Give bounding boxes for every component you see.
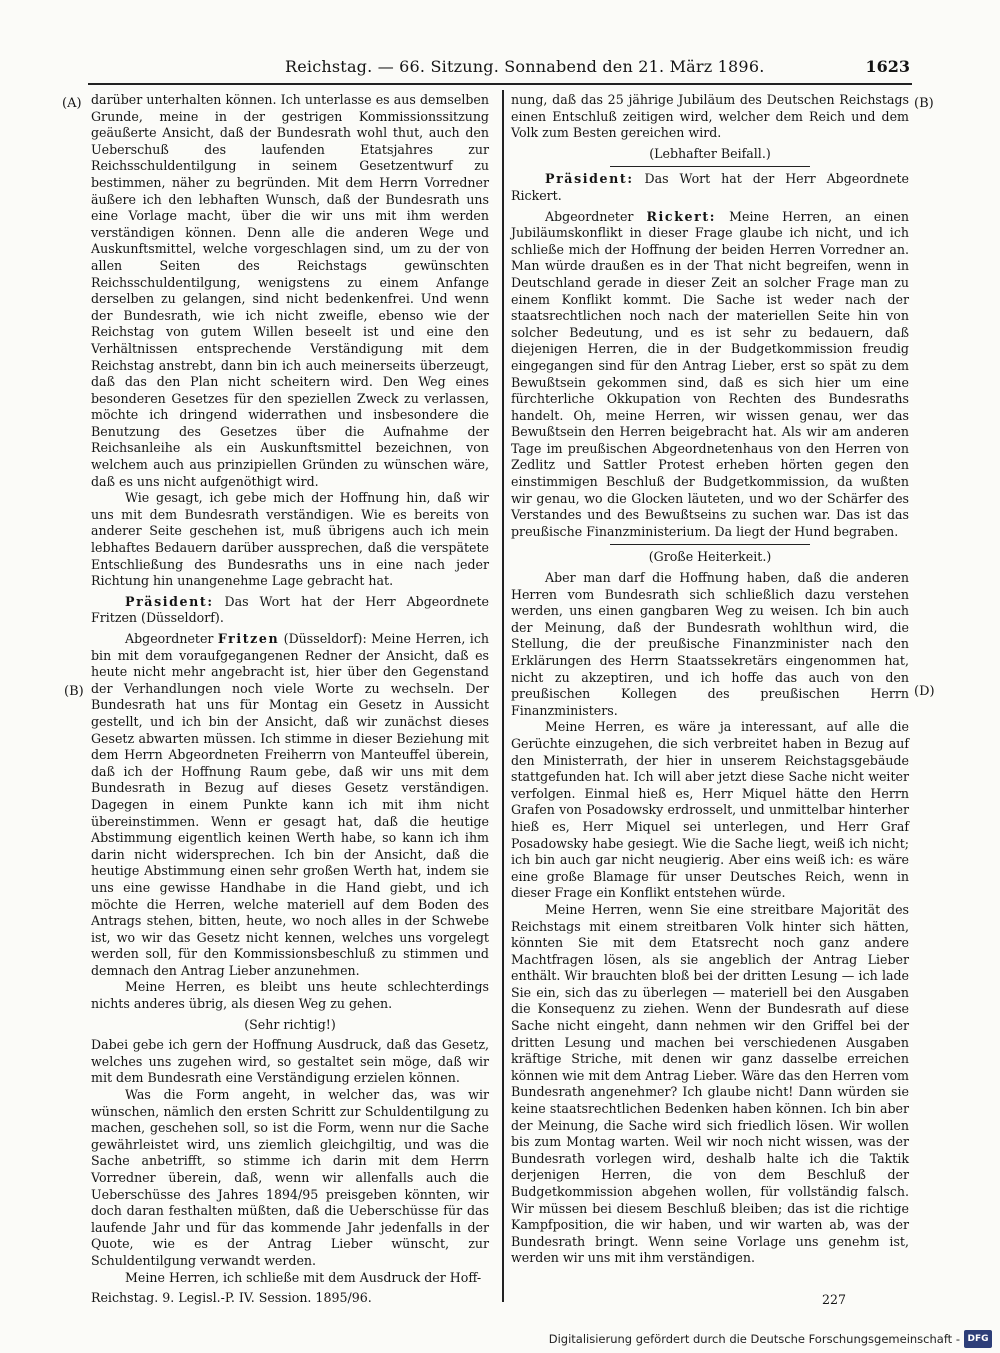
paragraph: Meine Herren, es wäre ja interessant, auf alle die Gerüchte einzugehen, die sich verbreitet haben in Bezug auf den Ministerrath, der hier in unserem Reichstagsgebäude stattgefunden hat. Ich will aber jetzt diese Sache nicht weiter verfolgen. Einmal hieß es, Herr Miquel hätte den Herrn Grafen von Posadowsky erdrosselt, und unmittelbar hinterher hieß es, Herr Miquel sei unterlegen, und Herr Graf Posadowsky habe gesiegt. Wie die Sache liegt, weiß ich nicht; ich bin auch gar nicht neugierig. Aber eins weiß ich: es wäre eine große Blamage für unser Deutsches Reich, wenn in dieser Frage ein Konflikt entstehen würde. [511, 719, 909, 901]
speaker-name: Rickert: [646, 208, 717, 224]
column-divider [502, 90, 504, 1302]
interjection: (Lebhafter Beifall.) [649, 145, 771, 161]
interjection: (Sehr richtig!) [244, 1016, 336, 1032]
speaker-text: Das Wort hat der Herr Abgeordnete Fritzen (Düsseldorf). [91, 593, 489, 626]
speaker-paragraph [91, 594, 489, 627]
paragraph: Was die Form angeht, in welcher das, was wir wünschen, nämlich den ersten Schritt zur Schuldentilgung zu machen, geschehen soll, so ist die Form, wenn nur die Sache gewährleistet wird, uns ziemlich gleichgiltig, und was die Sache anbetrifft, so stimme ich darin mit dem Herrn Vorredner überein, daß, wenn wir allenfalls auch die Ueberschüsse des Jahres 1894/95 preisgeben könnten, wir doch daran festhalten müßten, daß die Ueberschüsse für das laufende Jahr und für das kommende Jahr jedenfalls in der Quote, wie es der Antrag Lieber wünscht, zur Schuldentilgung verwandt werden. [91, 1087, 489, 1268]
paragraph: Aber man darf die Hoffnung haben, daß die anderen Herren vom Bundesrath sich schließlich dazu verstehen werden, uns einen gangbaren Weg zu weisen. Ich bin auch der Meinung, daß der Bundesrath wohlthun wird, die Stellung, die der preußische Finanzminister nach den Erklärungen des Herrn Staatssekretärs eingenommen hat, nicht zu akzeptiren, und ich hoffe das auch von den preußischen Kollegen des preußischen Herrn Finanzministers. [511, 570, 909, 718]
speaker-paragraph [511, 209, 909, 541]
speaker-text: Meine Herren, an einen Jubiläumskonflikt in dieser Frage glaube ich nicht, und ich schließe mich der Hoffnung der beiden Herren Vorredner an. Man würde draußen es in der That nicht begreifen, wenn in Deutschland gerade in dieser Zeit an solcher Frage man zu einem Konflikt kommt. Die Sache ist weder nach der staatsrechtlichen noch nach der materiellen Seite hin von solcher Bedeutung, und es ist sehr zu bedauern, daß diejenigen Herren, die in der Budgetkommission freudig eingegangen sind für den Antrag Lieber, erst so spät zu dem Bewußtsein gekommen sind, daß es sich hier um eine fürchterliche Okkupation von Rechten des Bundesraths handelt. Oh, meine Herren, wir wissen genau, wer das Bewußtsein den Herren beigebracht hat. Als wir am anderen Tage im preußischen Abgeordnetenhaus von den Herren von Zedlitz und Sattler Protest erheben hörten gegen den einstimmigen Beschluß der Budgetkommission, da wußten wir genau, wo die Glocken läuteten, und wo der Schärfer des Verstandes und des Bewußtseins zu suchen war. Das ist das preußische Finanzministerium. Da liegt der Hund begraben. [511, 208, 909, 539]
section-rule [610, 166, 810, 167]
paragraph: Meine Herren, ich schließe mit dem Ausdruck der Hoff- [125, 1269, 482, 1285]
speaker-text: Das Wort hat der Herr Abgeordnete Rickert. [511, 171, 909, 203]
paragraph: darüber unterhalten können. Ich unterlasse es aus demselben Grunde, meine in der gestrigen Kommissionssitzung geäußerte Ansicht, daß der Bundesrath wohl thut, auch den Ueberschuß des laufenden Etatsjahres zur Reichsschuldentilgung in seinem Gesetzentwurf zu bestimmen, näher zu begründen. Mit dem Herrn Vorredner äußere ich den lebhaften Wunsch, daß der Bundesrath uns eine Vorlage macht, über die wir uns mit ihm werden verständigen können. Denn alle die anderen Wege und Auskunftsmittel, welche vorgeschlagen sind, um zu der von allen Seiten des Reichstags gewünschten Reichsschuldentilgung, wenigstens zu einem Anfange derselben zu gelangen, sind nicht bedenkenfrei. Und wenn der Bundesrath, wie ich nicht zweifle, ebenso wie der Reichstag von gutem Willen beseelt ist und eine den Verhältnissen entsprechende Verständigung mit dem Reichstag anstrebt, dann bin ich auch meinerseits überzeugt, daß das den Plan nicht scheitern wird. Den Weg eines besonderen Gesetzes für den speziellen Zweck zu verlassen, möchte ich dringend widerrathen und insbesondere die Benutzung des Gesetzes über die Aufnahme der Reichsanleihe als ein Auskunftsmittel bezeichnen, von welchem auch aus prinzipiellen Gründen zu wünschen wäre, daß es uns nicht aufgenöthigt wird. [91, 92, 489, 489]
paragraph: Dabei gebe ich gern der Hoffnung Ausdruck, daß das Gesetz, welches uns zugehen wird, so gestaltet sein möge, daß wir mit dem Bundesrath eine Verständigung erzielen können. [91, 1037, 489, 1086]
interjection: (Große Heiterkeit.) [648, 549, 772, 565]
speaker-lead: Abgeordneter [125, 631, 218, 646]
page-number: 1623 [865, 57, 910, 76]
speaker-lead: Abgeordneter [545, 208, 647, 224]
footer-source: Reichstag. 9. Legisl.-P. IV. Session. 1895/96. [91, 1290, 372, 1305]
left-column [91, 92, 489, 1286]
margin-mark-d: (D) [914, 684, 935, 699]
footer-signature: 227 [822, 1292, 847, 1307]
right-column [511, 92, 909, 1267]
speaker-name: Präsident: [545, 171, 634, 187]
digitization-credit: Digitalisierung gefördert durch die Deutsche Forschungsgemeinschaft - [548, 1332, 960, 1346]
page-header [90, 56, 910, 80]
speaker-paragraph [91, 631, 489, 979]
speaker-paragraph [511, 171, 909, 204]
speaker-name: Präsident: [125, 593, 214, 609]
paragraph: nung, daß das 25 jährige Jubiläum des Deutschen Reichstags einen Entschluß zeitigen wird, welcher dem Reich und dem Volk zum Besten gereichen wird. [511, 92, 909, 141]
section-rule [610, 544, 810, 545]
paragraph: Wie gesagt, ich gebe mich der Hoffnung hin, daß wir uns mit dem Bundesrath verständigen. Wie es bereits von anderer Seite geschehen ist, muß übrigens auch ich mein lebhaftes Bedauern darüber aussprechen, daß die verspätete Entschließung des Bundesraths uns in eine nach jeder Richtung hin unangenehme Lage gebracht hat. [91, 490, 489, 589]
paragraph: Meine Herren, es bleibt uns heute schlechterdings nichts anderes übrig, als diesen Weg zu gehen. [91, 979, 489, 1012]
margin-mark-b-left: (B) [64, 684, 84, 699]
paragraph: Meine Herren, wenn Sie eine streitbare Majorität des Reichstags mit einem streitbaren Volk hinter sich hätten, könnten Sie mit dem Etatsrecht noch ganz andere Machtfragen lösen, als sie angeblich der Antrag Lieber enthält. Wir brauchten bloß bei der dritten Lesung — ich lade Sie ein, sich das zu überlegen — materiell bei den Ausgaben die Konsequenz zu ziehen. Wenn der Bundesrath auf diese Sache nicht eingeht, dann nehmen wir den Griffel bei der dritten Lesung und machen bei verschiedenen Ausgaben kräftige Striche, mit denen wir ganz dasselbe erreichen können wie mit dem Antrag Lieber. Wäre das den Herren vom Bundesrath angenehmer? Ich glaube nicht! Dann würden sie keine staatsrechtlichen Bedenken haben können. Ich bin aber der Meinung, die Sache wird sich friedlich lösen. Wir wollen bis zum Montag warten. Weil wir noch nicht wissen, was der Bundesrath vorlegen wird, deshalb halte ich die Taktik derjenigen Herren, die von dem Beschluß der Budgetkommission abgehen wollen, für vollständig falsch. Wir müssen bei diesem Beschluß bleiben; das ist die richtige Kampfposition, die wir haben, und wir warten ab, was der Bundesrath bringt. Wenn seine Vorlage uns genehm ist, werden wir uns mit ihm verständigen. [511, 901, 909, 1266]
speaker-text: (Düsseldorf): Meine Herren, ich bin mit dem voraufgegangenen Redner der Ansicht, daß es heute nicht mehr angebracht ist, hier über den Gegenstand der Verhandlungen noch viele Worte zu wechseln. Der Bundesrath hat uns für Montag ein Gesetz in Aussicht gestellt, und ich bin der Ansicht, daß wir zunächst dieses Gesetz abwarten müssen. Ich stimme in dieser Beziehung mit dem Herrn Abgeordneten Freiherrn von Manteuffel überein, daß ich der Hoffnung Raum gebe, daß wir uns mit dem Bundesrath in Bezug auf dieses Gesetz verständigen. Dagegen in einem Punkte kann ich mit ihm nicht übereinstimmen. Wenn er gesagt hat, daß die heutige Abstimmung eigentlich keinen Werth habe, so kann ich ihm darin nicht widersprechen. Ich bin der Ansicht, daß die heutige Abstimmung einen sehr großen Werth hat, indem sie uns eine gewisse Handhabe in die Hand giebt, und ich möchte die Herren, welche materiell auf dem Boden des Antrags stehen, bitten, heute, wo noch alles in der Schwebe ist, wo wir das Gesetz nicht kennen, welches uns vorgelegt werden soll, für den Kommissionsbeschluß zu stimmen und demnach den Antrag Lieber anzunehmen. [91, 631, 489, 978]
running-title: Reichstag. — 66. Sitzung. Sonnabend den 21. März 1896. [285, 57, 765, 76]
margin-mark-a: (A) [62, 96, 82, 111]
digitization-credit-bar [0, 1327, 1000, 1353]
speaker-name: Fritzen [217, 631, 280, 646]
dfg-logo-icon: DFG [964, 1330, 992, 1348]
margin-mark-b-right: (B) [914, 96, 934, 111]
header-rule [88, 83, 912, 85]
